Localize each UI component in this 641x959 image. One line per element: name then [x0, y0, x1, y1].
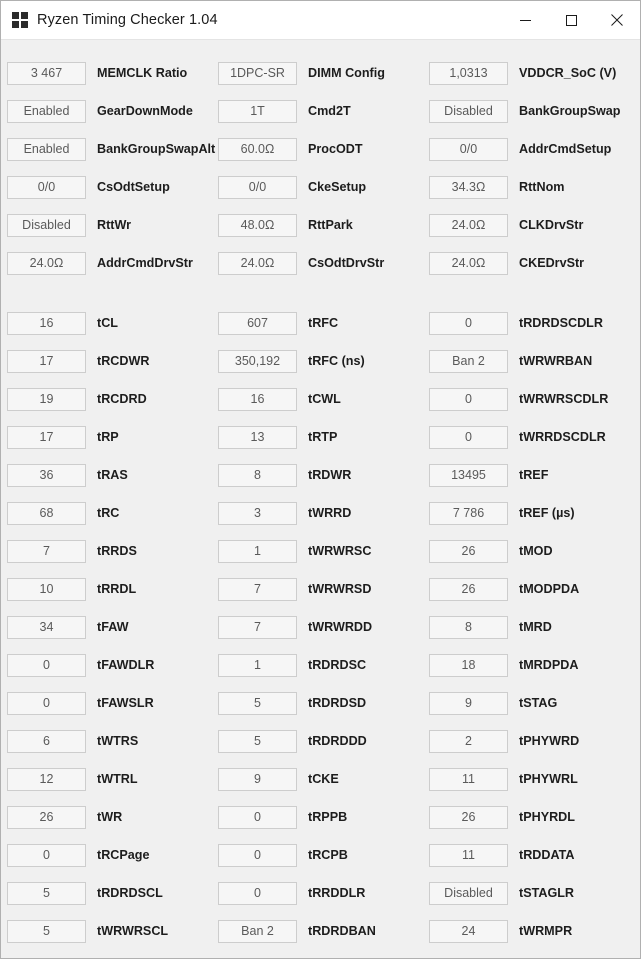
label-trrddlr: tRRDDLR: [308, 886, 366, 900]
label-tphywrd: tPHYWRD: [519, 734, 580, 748]
label-trfc: tRFC: [308, 316, 339, 330]
field-twrmpr: [429, 912, 633, 950]
field-csodtdrvstr: [218, 244, 422, 282]
field-bankgroupswapalt: [7, 130, 216, 168]
label-tref: tREF: [519, 468, 549, 482]
value-tmrd: 8: [429, 616, 508, 639]
value-vddcr-soc: 1,0313: [429, 62, 508, 85]
value-trrdl: 10: [7, 578, 86, 601]
label-trdrdban: tRDRDBAN: [308, 924, 376, 938]
label-trtp: tRTP: [308, 430, 338, 444]
value-tfawslr: 0: [7, 692, 86, 715]
label-ckedrvstr: CKEDrvStr: [519, 256, 585, 270]
label-memclk-ratio: MEMCLK Ratio: [97, 66, 188, 80]
field-trcpage: [7, 836, 211, 874]
field-tstag: [429, 684, 633, 722]
value-trppb: 0: [218, 806, 297, 829]
value-trcdwr: 17: [7, 350, 86, 373]
field-trcdrd: [7, 380, 211, 418]
field-tras: [7, 456, 211, 494]
label-tfawdlr: tFAWDLR: [97, 658, 155, 672]
field-rttwr: [7, 206, 211, 244]
field-rttpark: [218, 206, 422, 244]
value-tstag: 9: [429, 692, 508, 715]
value-tcke: 9: [218, 768, 297, 791]
value-twrmpr: 24: [429, 920, 508, 943]
label-twrrdscdlr: tWRRDSCDLR: [519, 430, 606, 444]
label-twrwrscl: tWRWRSCL: [97, 924, 169, 938]
label-csodtdrvstr: CsOdtDrvStr: [308, 256, 385, 270]
minimize-button[interactable]: [502, 1, 548, 39]
value-twrrd: 3: [218, 502, 297, 525]
label-tfawslr: tFAWSLR: [97, 696, 154, 710]
label-tmodpda: tMODPDA: [519, 582, 580, 596]
value-rttwr: Disabled: [7, 214, 86, 237]
config-grid: [1, 40, 640, 950]
label-tcl: tCL: [97, 316, 118, 330]
label-trp: tRP: [97, 430, 119, 444]
field-vddcr-soc: [429, 54, 633, 92]
label-twtrs: tWTRS: [97, 734, 139, 748]
field-trcdwr: [7, 342, 211, 380]
value-tphyrdl: 26: [429, 806, 508, 829]
value-trfc-ns: 350,192: [218, 350, 297, 373]
label-tfaw: tFAW: [97, 620, 129, 634]
label-tcwl: tCWL: [308, 392, 341, 406]
value-trdrdban: Ban 2: [218, 920, 297, 943]
label-twrwrscdlr: tWRWRSCDLR: [519, 392, 609, 406]
label-tras: tRAS: [97, 468, 128, 482]
value-clkdrvstr: 24.0Ω: [429, 214, 508, 237]
value-addrcmdsetup: 0/0: [429, 138, 508, 161]
label-clkdrvstr: CLKDrvStr: [519, 218, 584, 232]
value-csodtdrvstr: 24.0Ω: [218, 252, 297, 275]
field-tmrdpda: [429, 646, 633, 684]
field-twrwrsd: [218, 570, 422, 608]
label-rttwr: RttWr: [97, 218, 132, 232]
field-twrwrscl: [7, 912, 211, 950]
field-addrcmdsetup: [429, 130, 633, 168]
field-twrrdscdlr: [429, 418, 633, 456]
label-procodt: ProcODT: [308, 142, 363, 156]
value-trrds: 7: [7, 540, 86, 563]
value-rttpark: 48.0Ω: [218, 214, 297, 237]
window-controls: [502, 1, 640, 39]
value-trdrdscdlr: 0: [429, 312, 508, 335]
value-tphywrl: 11: [429, 768, 508, 791]
value-bankgroupswap: Disabled: [429, 100, 508, 123]
value-memclk-ratio: 3 467: [7, 62, 86, 85]
label-tmod: tMOD: [519, 544, 553, 558]
label-ckesetup: CkeSetup: [308, 180, 367, 194]
label-rttnom: RttNom: [519, 180, 565, 194]
label-vddcr-soc: VDDCR_SoC (V): [519, 66, 617, 80]
field-trrddlr: [218, 874, 422, 912]
label-tphywrl: tPHYWRL: [519, 772, 578, 786]
label-trcdrd: tRCDRD: [97, 392, 147, 406]
field-clkdrvstr: [429, 206, 633, 244]
field-dimm-config: [218, 54, 422, 92]
field-trdrddd: [218, 722, 422, 760]
label-trrds: tRRDS: [97, 544, 137, 558]
label-bankgroupswap: BankGroupSwap: [519, 104, 621, 118]
field-trfc: [218, 304, 422, 342]
label-trdrdsc: tRDRDSC: [308, 658, 367, 672]
label-trddata: tRDDATA: [519, 848, 575, 862]
value-trdrdsc: 1: [218, 654, 297, 677]
value-tphywrd: 2: [429, 730, 508, 753]
value-tcl: 16: [7, 312, 86, 335]
field-ckedrvstr: [429, 244, 633, 282]
label-twr: tWR: [97, 810, 123, 824]
field-addrcmddrvstr: [7, 244, 211, 282]
field-tcke: [218, 760, 422, 798]
field-trdrdsd: [218, 684, 422, 722]
value-trcpb: 0: [218, 844, 297, 867]
label-trdrddd: tRDRDDD: [308, 734, 367, 748]
label-trc: tRC: [97, 506, 120, 520]
value-tras: 36: [7, 464, 86, 487]
field-trcpb: [218, 836, 422, 874]
value-tmod: 26: [429, 540, 508, 563]
close-button[interactable]: [594, 1, 640, 39]
field-trdrdsc: [218, 646, 422, 684]
label-trdwr: tRDWR: [308, 468, 352, 482]
value-trdrdsd: 5: [218, 692, 297, 715]
value-tcwl: 16: [218, 388, 297, 411]
label-trcdwr: tRCDWR: [97, 354, 150, 368]
field-tphywrd: [429, 722, 633, 760]
field-tmrd: [429, 608, 633, 646]
label-tmrdpda: tMRDPDA: [519, 658, 579, 672]
label-twrwrsc: tWRWRSC: [308, 544, 372, 558]
label-tref-us: tREF (µs): [519, 506, 575, 520]
label-twrwrsd: tWRWRSD: [308, 582, 372, 596]
value-trtp: 13: [218, 426, 297, 449]
field-twtrl: [7, 760, 211, 798]
value-procodt: 60.0Ω: [218, 138, 297, 161]
maximize-button[interactable]: [548, 1, 594, 39]
label-tphyrdl: tPHYRDL: [519, 810, 575, 824]
field-ckesetup: [218, 168, 422, 206]
value-twtrl: 12: [7, 768, 86, 791]
value-tref: 13495: [429, 464, 508, 487]
label-addrcmddrvstr: AddrCmdDrvStr: [97, 256, 193, 270]
field-trp: [7, 418, 211, 456]
value-geardownmode: Enabled: [7, 100, 86, 123]
value-bankgroupswapalt: Enabled: [7, 138, 86, 161]
field-trppb: [218, 798, 422, 836]
value-tmodpda: 26: [429, 578, 508, 601]
label-geardownmode: GearDownMode: [97, 104, 193, 118]
label-rttpark: RttPark: [308, 218, 353, 232]
value-trddata: 11: [429, 844, 508, 867]
label-csodtsetup: CsOdtSetup: [97, 180, 170, 194]
section-divider: [7, 282, 633, 304]
field-trfc-ns: [218, 342, 422, 380]
value-twrwrdd: 7: [218, 616, 297, 639]
field-trddata: [429, 836, 633, 874]
field-twrrd: [218, 494, 422, 532]
field-twrwrscdlr: [429, 380, 633, 418]
value-addrcmddrvstr: 24.0Ω: [7, 252, 86, 275]
value-tstaglr: Disabled: [429, 882, 508, 905]
value-twrwrsc: 1: [218, 540, 297, 563]
field-trdrdscl: [7, 874, 211, 912]
value-trdrddd: 5: [218, 730, 297, 753]
field-tcl: [7, 304, 211, 342]
value-ckesetup: 0/0: [218, 176, 297, 199]
label-twrmpr: tWRMPR: [519, 924, 573, 938]
field-tstaglr: [429, 874, 633, 912]
field-twtrs: [7, 722, 211, 760]
value-twrwrscl: 5: [7, 920, 86, 943]
field-trrdl: [7, 570, 211, 608]
label-trppb: tRPPB: [308, 810, 348, 824]
field-memclk-ratio: [7, 54, 211, 92]
value-tfawdlr: 0: [7, 654, 86, 677]
value-twrwrscdlr: 0: [429, 388, 508, 411]
label-dimm-config: DIMM Config: [308, 66, 385, 80]
value-tref-us: 7 786: [429, 502, 508, 525]
app-icon: [12, 12, 28, 28]
label-twrwrdd: tWRWRDD: [308, 620, 373, 634]
field-twrwrsc: [218, 532, 422, 570]
value-twtrs: 6: [7, 730, 86, 753]
field-csodtsetup: [7, 168, 211, 206]
label-trfc-ns: tRFC (ns): [308, 354, 365, 368]
label-addrcmdsetup: AddrCmdSetup: [519, 142, 612, 156]
field-trdwr: [218, 456, 422, 494]
label-tmrd: tMRD: [519, 620, 552, 634]
value-trcpage: 0: [7, 844, 86, 867]
value-trdwr: 8: [218, 464, 297, 487]
field-trdrdban: [218, 912, 422, 950]
field-trdrdscdlr: [429, 304, 633, 342]
label-trdrdsd: tRDRDSD: [308, 696, 367, 710]
field-tfawslr: [7, 684, 211, 722]
value-ckedrvstr: 24.0Ω: [429, 252, 508, 275]
value-twr: 26: [7, 806, 86, 829]
field-geardownmode: [7, 92, 211, 130]
label-twrwrban: tWRWRBAN: [519, 354, 593, 368]
label-trcpb: tRCPB: [308, 848, 348, 862]
value-csodtsetup: 0/0: [7, 176, 86, 199]
value-cmd2t: 1T: [218, 100, 297, 123]
field-tphywrl: [429, 760, 633, 798]
field-tref-us: [429, 494, 633, 532]
main-content: [1, 40, 640, 958]
field-bankgroupswap: [429, 92, 633, 130]
field-tcwl: [218, 380, 422, 418]
field-rttnom: [429, 168, 633, 206]
field-tref: [429, 456, 633, 494]
label-tcke: tCKE: [308, 772, 339, 786]
value-rttnom: 34.3Ω: [429, 176, 508, 199]
label-twrrd: tWRRD: [308, 506, 352, 520]
value-trcdrd: 19: [7, 388, 86, 411]
value-trrddlr: 0: [218, 882, 297, 905]
field-twrwrban: [429, 342, 633, 380]
value-trfc: 607: [218, 312, 297, 335]
value-twrwrsd: 7: [218, 578, 297, 601]
label-trdrdscdlr: tRDRDSCDLR: [519, 316, 603, 330]
field-procodt: [218, 130, 422, 168]
label-twtrl: tWTRL: [97, 772, 138, 786]
value-twrwrban: Ban 2: [429, 350, 508, 373]
value-tfaw: 34: [7, 616, 86, 639]
label-bankgroupswapalt: BankGroupSwapAlt: [97, 142, 216, 156]
label-trdrdscl: tRDRDSCL: [97, 886, 163, 900]
value-tmrdpda: 18: [429, 654, 508, 677]
value-trc: 68: [7, 502, 86, 525]
field-twrwrdd: [218, 608, 422, 646]
label-tstag: tSTAG: [519, 696, 558, 710]
window-title: Ryzen Timing Checker 1.04: [37, 12, 218, 28]
title-bar[interactable]: [1, 1, 640, 40]
field-tfawdlr: [7, 646, 211, 684]
value-dimm-config: 1DPC-SR: [218, 62, 297, 85]
value-trdrdscl: 5: [7, 882, 86, 905]
field-trc: [7, 494, 211, 532]
label-cmd2t: Cmd2T: [308, 104, 351, 118]
field-tmod: [429, 532, 633, 570]
label-trcpage: tRCPage: [97, 848, 150, 862]
field-tphyrdl: [429, 798, 633, 836]
field-trtp: [218, 418, 422, 456]
label-tstaglr: tSTAGLR: [519, 886, 575, 900]
field-tmodpda: [429, 570, 633, 608]
value-twrrdscdlr: 0: [429, 426, 508, 449]
value-trp: 17: [7, 426, 86, 449]
field-trrds: [7, 532, 211, 570]
label-trrdl: tRRDL: [97, 582, 137, 596]
field-tfaw: [7, 608, 211, 646]
field-cmd2t: [218, 92, 422, 130]
field-twr: [7, 798, 211, 836]
